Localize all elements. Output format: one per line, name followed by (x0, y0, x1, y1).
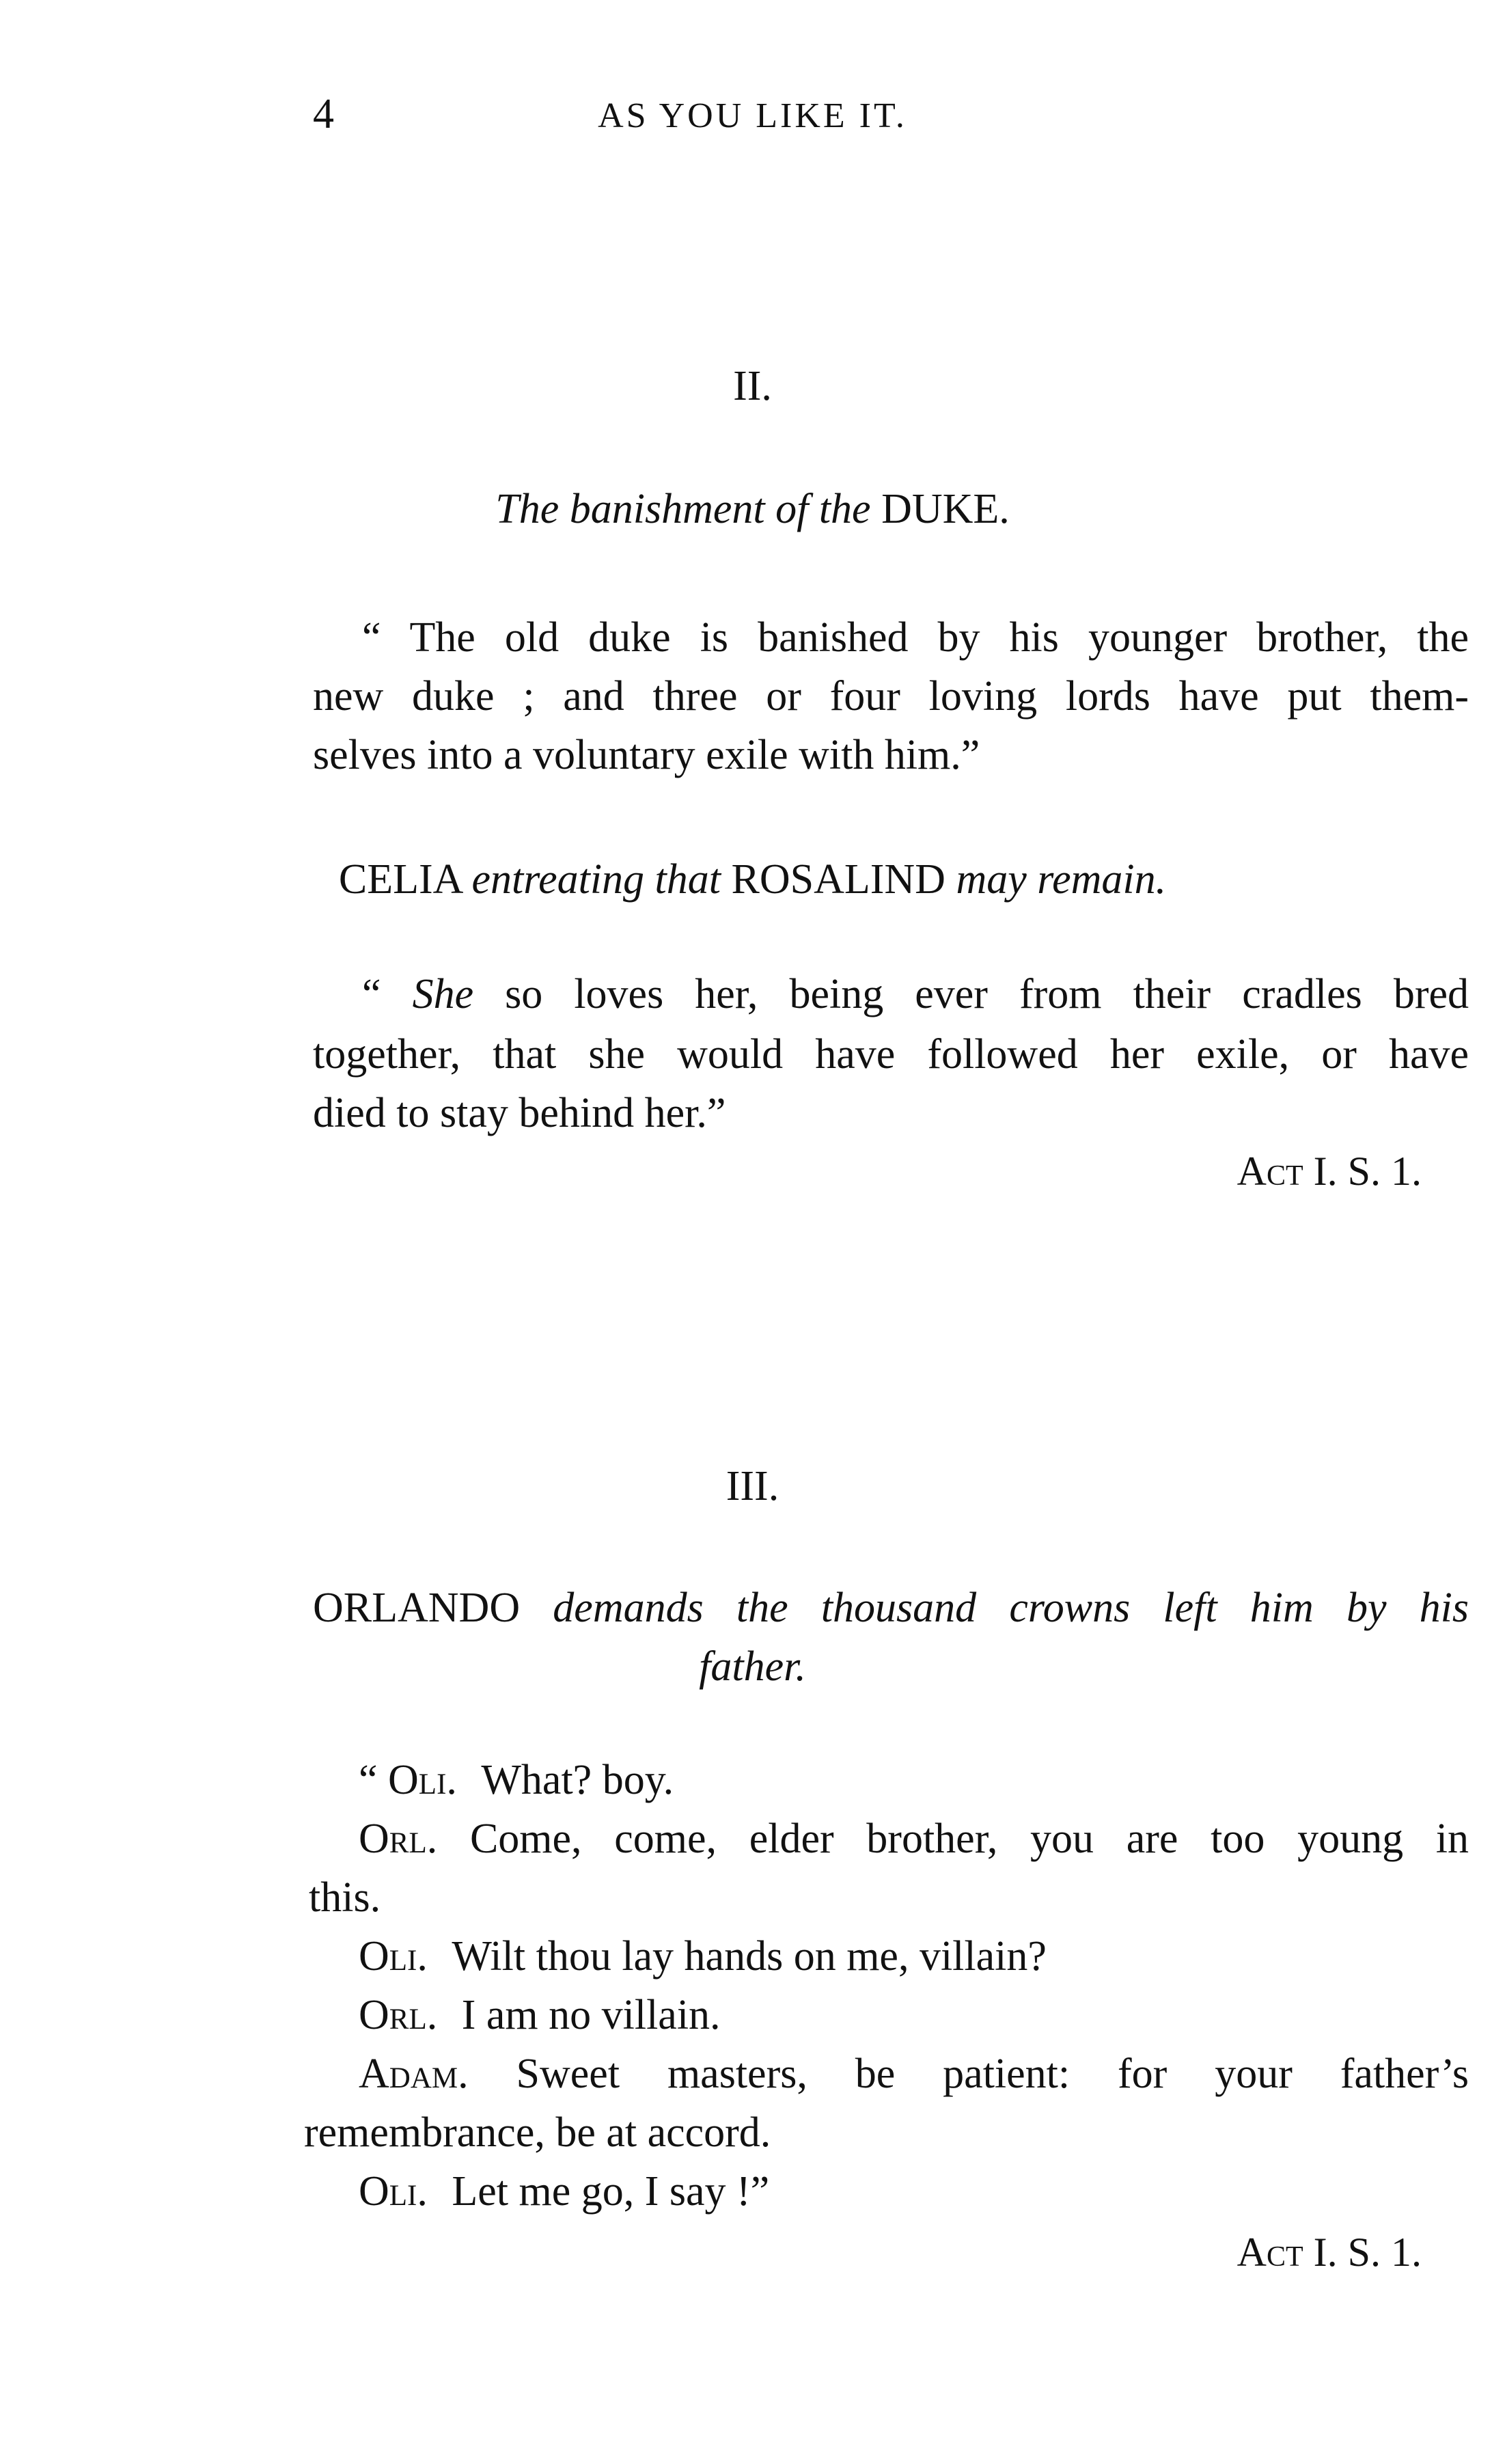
heading-orlando: ORLANDO (313, 1585, 521, 1631)
dialogue-line-5 (359, 1991, 721, 2040)
dialogue-text-1: What? boy. (481, 1757, 674, 1803)
she-italic: She (412, 971, 474, 1017)
dialogue-text-6: Sweet masters, be patient: for your father’s (516, 2051, 1469, 2097)
subheading-italic-end: may remain. (956, 856, 1167, 903)
speaker-orl: Orl. (359, 1992, 438, 2038)
quote-line-3: selves into a voluntary exile with him.” (313, 732, 980, 778)
open-quote: “ (362, 971, 381, 1017)
section-ii-heading (0, 485, 1505, 534)
speaker-oli: Oli. (359, 1933, 428, 1980)
section-number-iii: III. (726, 1463, 779, 1509)
dialogue-line-4 (359, 1932, 1047, 1981)
speaker-oli: Oli. (359, 2168, 428, 2215)
dialogue-line-6 (359, 2050, 1469, 2098)
section-iii-heading-line-1 (313, 1584, 1469, 1632)
quote-line-2: new duke ; and three or four loving lords have put them- (313, 673, 1469, 720)
dialogue-text-2: Come, come, elder brother, you are too young in (469, 1816, 1469, 1862)
open-quote-2: “ (359, 1757, 378, 1803)
quote2-line-3: died to stay behind her.” (313, 1090, 726, 1136)
quote2-line-1-rest: so loves her, being ever from their cradles bred (505, 971, 1469, 1017)
dialogue-text-4: Wilt thou lay hands on me, villain? (452, 1933, 1047, 1980)
quote2-line-2: together, that she would have followed her exile, or have (313, 1031, 1469, 1078)
heading-italic-part: The banishment of the (495, 486, 871, 532)
speaker-oli: Oli. (388, 1757, 457, 1803)
dialogue-text-5: I am no villain. (461, 1992, 721, 2038)
quote2-line-1 (362, 970, 1469, 1019)
subheading-rosalind: ROSALIND (731, 856, 945, 903)
running-title: AS YOU LIKE IT. (598, 96, 907, 135)
page-number: 4 (313, 91, 334, 137)
heading-iii-italic-line1: demands the thousand crowns left him by his (553, 1585, 1469, 1631)
heading-iii-italic-line2: father. (699, 1643, 806, 1690)
dialogue-line-8 (359, 2167, 769, 2216)
dialogue-text-8: Let me go, I say !” (452, 2168, 770, 2215)
dialogue-line-3: this. (309, 1874, 381, 1921)
speaker-adam: Adam. (359, 2051, 469, 2097)
reference-act-i-s1-a: Act I. S. 1. (1237, 1149, 1422, 1194)
subheading-italic-mid: entreating that (471, 856, 721, 903)
heading-duke: DUKE. (881, 486, 1010, 532)
dialogue-line-7: remembrance, be at accord. (304, 2109, 771, 2156)
quote-line-1: “ The old duke is banished by his younger brother, the (362, 614, 1469, 661)
section-number-ii: II. (733, 363, 772, 409)
speaker-orl: Orl. (359, 1816, 438, 1862)
section-ii-subheading (0, 855, 1505, 904)
subheading-celia: CELIA (338, 856, 461, 903)
dialogue-line-2 (359, 1815, 1469, 1863)
dialogue-line-1 (359, 1756, 674, 1805)
section-iii-heading-line-2 (0, 1643, 1505, 1691)
reference-act-i-s1-b: Act I. S. 1. (1237, 2230, 1422, 2275)
